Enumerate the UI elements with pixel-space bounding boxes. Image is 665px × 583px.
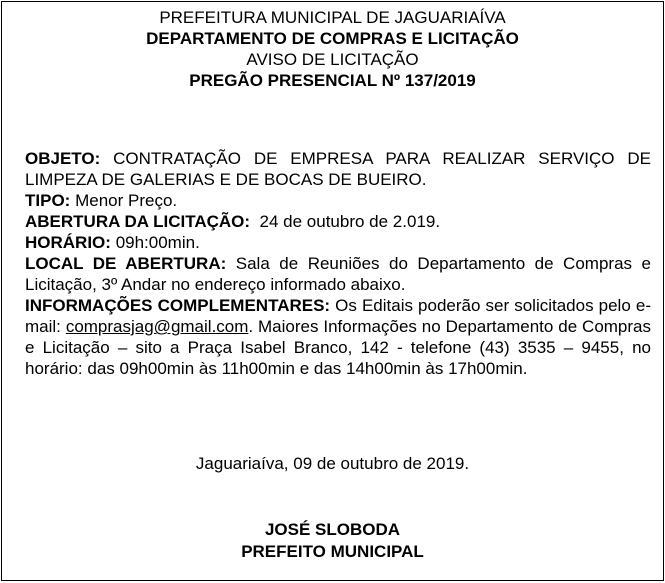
- abertura-label: ABERTURA DA LICITAÇÃO:: [25, 212, 251, 231]
- local-paragraph: [25, 253, 651, 295]
- signatory-title: PREFEITO MUNICIPAL: [241, 542, 424, 561]
- objeto-label: OBJETO:: [25, 149, 101, 168]
- objeto-text: CONTRATAÇÃO DE EMPRESA PARA REALIZAR SERVIÇO DE LIMPEZA DE GALERIAS E DE BOCAS DE BUEIRO.: [25, 149, 651, 189]
- informacoes-paragraph: [25, 295, 651, 379]
- local-text: Sala de Reuniões do Departamento de Compras e Licitação, 3º Andar no endereço informado abaixo.: [25, 254, 651, 294]
- notice-type: AVISO DE LICITAÇÃO: [246, 50, 419, 69]
- horario-paragraph: [25, 232, 651, 253]
- department-name: DEPARTAMENTO DE COMPRAS E LICITAÇÃO: [146, 29, 519, 48]
- notice-body: [25, 148, 651, 379]
- date-line: Jaguariaíva, 09 de outubro de 2019.: [195, 454, 470, 473]
- tipo-label: TIPO:: [25, 191, 71, 210]
- horario-label: HORÁRIO:: [25, 233, 111, 252]
- notice-header: [2, 2, 663, 91]
- bid-notice: [1, 1, 664, 581]
- signatory-name: JOSÉ SLOBODA: [264, 520, 401, 539]
- email-link[interactable]: comprasjag@gmail.com: [65, 317, 249, 336]
- informacoes-label: INFORMAÇÕES COMPLEMENTARES:: [25, 296, 331, 315]
- signature-block: [2, 519, 663, 563]
- tipo-text: Menor Preço.: [75, 191, 178, 210]
- local-label: LOCAL DE ABERTURA:: [25, 254, 227, 273]
- informacoes-text-before: Os Editais poderão ser solicitados pelo e-mail:: [25, 296, 651, 336]
- objeto-paragraph: [25, 148, 651, 190]
- abertura-text: 24 de outubro de 2.019.: [259, 212, 441, 231]
- horario-text: 09h:00min.: [115, 233, 200, 252]
- auction-number: PREGÃO PRESENCIAL Nº 137/2019: [189, 71, 476, 90]
- tipo-paragraph: [25, 190, 651, 211]
- municipality-name: PREFEITURA MUNICIPAL DE JAGUARIAÍVA: [159, 8, 506, 27]
- informacoes-text-after: . Maiores Informações no Departamento de Compras e Licitação – sito a Praça Isabel Branco, 142 - telefone (43) 3535 – 9455, no horário: das 09h00min às 11h00min e das 14h00min às 17h00min.: [25, 317, 651, 378]
- abertura-paragraph: [25, 211, 651, 232]
